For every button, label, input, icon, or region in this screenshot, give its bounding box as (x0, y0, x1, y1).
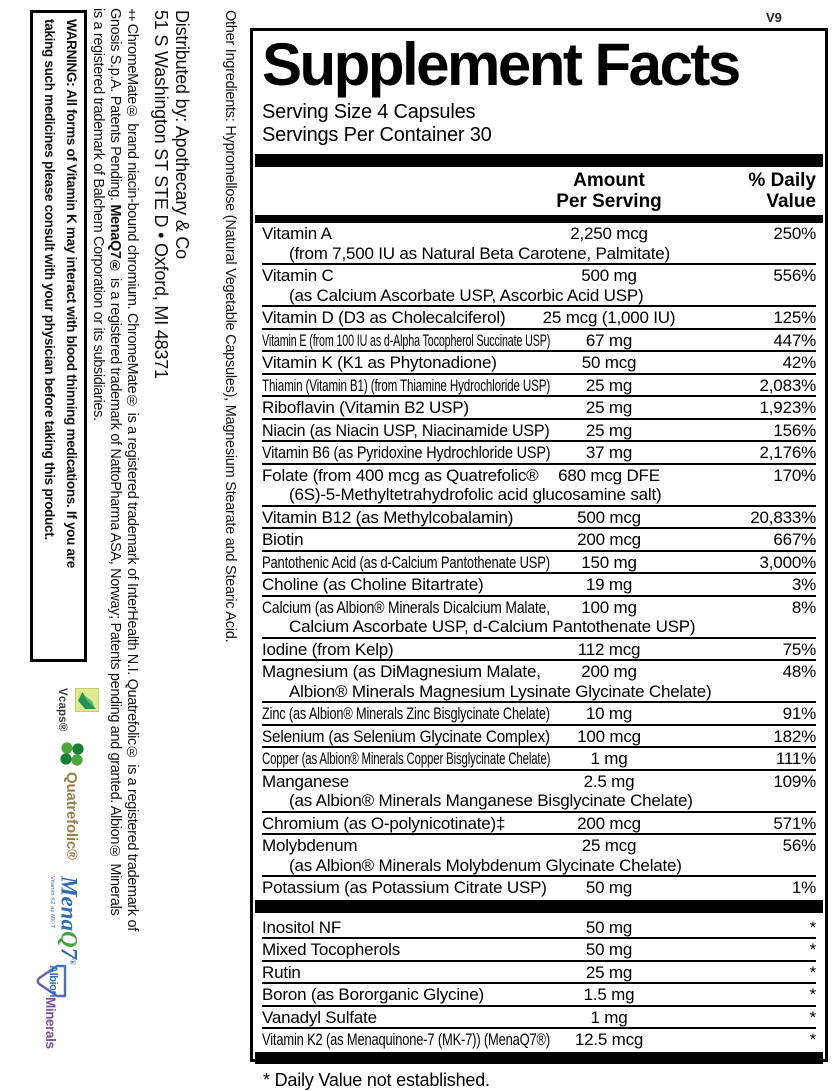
table-row (262, 746, 816, 769)
table-row (262, 328, 816, 351)
row-label (262, 726, 550, 747)
row-amount: 37 mg (585, 443, 633, 462)
row-daily-value: * (809, 962, 816, 982)
row-amount: 1.5 mg (583, 985, 635, 1004)
amount-header-line-1: Amount (573, 170, 645, 191)
clover-icon (59, 741, 85, 767)
table-row (262, 937, 816, 960)
table-row (262, 1005, 816, 1028)
row-amount: 112 mcg (577, 639, 641, 659)
row-name: Vanadyl Sulfate (262, 1007, 377, 1027)
row-amount: 2,250 mcg (570, 224, 648, 243)
row-label (262, 878, 547, 898)
row-daily-value: 109% (773, 771, 816, 791)
row-label (262, 814, 524, 834)
row-daily-value: 56% (782, 836, 816, 855)
row-name: Pantothenic Acid (as d-Calcium Pantothenate USP) (262, 552, 550, 572)
row-amount: 680 mcg DFE (558, 465, 660, 485)
amount-header-line-2: Per Serving (556, 191, 662, 212)
divider-bar-bottom (255, 1052, 823, 1064)
albion-minerals-logo (34, 962, 68, 1072)
divider-bar-header (255, 215, 823, 223)
row-name: Mixed Tocopherols (262, 940, 401, 959)
menaq7-part-mena: Mena (56, 876, 82, 931)
vcaps-label: Vcaps® (56, 688, 68, 732)
row-label (262, 918, 524, 938)
row-daily-value: 75% (782, 639, 816, 659)
row-name: Niacin (as Niacin USP, Niacinamide USP) (262, 420, 550, 440)
row-daily-value: 1,923% (759, 398, 816, 417)
row-name-continuation: (as Calcium Ascorbate USP, Ascorbic Acid USP) (289, 285, 644, 305)
supplement-facts-panel (250, 28, 828, 1090)
row-name: Vitamin A (262, 224, 332, 243)
amount-column-header (524, 170, 694, 212)
trademark-line-2 (106, 8, 123, 1066)
row-daily-value: 667% (773, 530, 816, 549)
row-amount: 25 mcg (581, 836, 637, 855)
row-daily-value: 111% (775, 749, 816, 768)
row-name: Selenium (as Selenium Glycinate Complex) (262, 726, 550, 746)
table-row (262, 637, 816, 660)
trademark-footnote (84, 8, 140, 1066)
row-daily-value: 3,000% (759, 552, 816, 572)
row-daily-value: 91% (782, 704, 816, 723)
row-label (262, 353, 524, 373)
row-label (262, 443, 551, 463)
row-name: Vitamin B12 (as Methylcobalamin) (262, 507, 514, 527)
row-amount: 200 mg (581, 662, 637, 681)
row-amount: 2.5 mg (583, 771, 635, 791)
table-row (262, 395, 816, 418)
row-name: Riboflavin (Vitamin B2 USP) (262, 398, 469, 417)
column-header-spacer (262, 170, 524, 212)
nutrient-rows (262, 223, 816, 898)
row-amount: 100 mcg (577, 726, 641, 746)
row-name: Folate (from 400 mcg as Quatrefolic® (262, 465, 539, 485)
row-label (262, 963, 524, 983)
row-amount: 50 mg (585, 878, 633, 897)
row-daily-value: 3% (791, 575, 816, 594)
row-daily-value: 156% (773, 420, 816, 440)
vcaps-logo (56, 688, 99, 734)
row-daily-value: 125% (773, 308, 816, 327)
distributor-line-1: Distributed by: Apothecary & Co (172, 10, 192, 259)
row-name: Calcium (as Albion® Minerals Dicalcium Malate, (262, 597, 550, 617)
table-row (262, 811, 816, 834)
row-label (262, 330, 551, 351)
row-name-continuation: Albion® Minerals Magnesium Lysinate Glycinate Chelate) (289, 681, 712, 701)
no-dv-rows (262, 917, 816, 1050)
servings-per-container: Servings Per Container 30 (262, 124, 492, 146)
row-name: Copper (as Albion® Minerals Copper Bisglycinate Chelate) (262, 749, 551, 768)
menaq7-tagline: Vitamin K2 as MK-7 (49, 876, 56, 929)
warning-line-1: WARNING: All forms of Vitamin K may interact with blood thinning medications. If you are (64, 19, 79, 568)
row-daily-value: 2,176% (759, 443, 816, 462)
row-amount: 100 mg (581, 597, 637, 617)
trademark-line-3: is a registered trademark of Balchem Corporation or its subsidiaries. (90, 8, 106, 421)
row-label (262, 420, 550, 441)
row-label (262, 308, 524, 328)
row-daily-value: 170% (773, 465, 816, 485)
row-daily-value: 8% (791, 597, 816, 617)
row-name-continuation: (from 7,500 IU as Natural Beta Carotene, Palmitate) (289, 243, 670, 263)
row-amount: 67 mg (585, 330, 633, 350)
panel-title: Supplement Facts (262, 31, 739, 98)
vcaps-icon (75, 688, 99, 712)
menaq7-part-7: 7 (56, 947, 82, 960)
row-name: Manganese (262, 771, 350, 791)
row-daily-value: 447% (773, 330, 816, 350)
row-amount: 50 mg (585, 917, 633, 937)
other-ingredients (214, 10, 240, 710)
row-name: Rutin (262, 962, 301, 982)
table-row (262, 350, 816, 373)
row-amount: 1 mg (590, 1007, 628, 1027)
row-name: Inositol NF (262, 917, 342, 937)
row-name: Iodine (from Kelp) (262, 639, 394, 659)
row-amount: 12.5 mcg (574, 1030, 644, 1049)
row-daily-value: 1% (791, 878, 816, 897)
row-amount: 500 mg (581, 266, 637, 285)
albion-word: Albion (47, 965, 59, 997)
row-amount: 50 mg (585, 940, 633, 959)
row-daily-value: 42% (782, 353, 816, 372)
row-name: Biotin (262, 530, 304, 549)
table-row (262, 418, 816, 441)
table-row (262, 463, 816, 505)
table-row (262, 223, 816, 263)
dv-column-header (694, 170, 816, 212)
row-daily-value: 250% (773, 224, 816, 243)
version-tag: V9 (766, 10, 782, 25)
row-label (262, 375, 551, 396)
row-label (262, 552, 550, 573)
distributor-block (146, 10, 192, 446)
table-row (262, 769, 816, 811)
row-name: Potassium (as Potassium Citrate USP) (262, 878, 547, 897)
distributor-line-2: 51 S Washington ST STE D • Oxford, MI 48371 (151, 10, 171, 379)
row-name: Vitamin E (from 100 IU as d-Alpha Tocopherol Succinate USP) (262, 330, 551, 350)
row-name: Chromium (as O-polynicotinate)‡ (262, 813, 506, 833)
row-amount: 1 mg (590, 749, 628, 768)
row-daily-value: 182% (773, 726, 816, 746)
row-name-continuation: (as Albion® Minerals Molybdenum Glycinate Chelate) (289, 855, 682, 875)
serving-size: Serving Size 4 Capsules (262, 101, 476, 123)
row-name: Vitamin C (262, 266, 334, 285)
row-label (262, 508, 524, 528)
table-row (262, 1027, 816, 1050)
trademark-line-1: ‡ChromeMate® brand niacin-bound chromium. ChromeMate® is a registered trademark of InterHealth N.I. Quatrefolic® is a registered trademark of (124, 8, 140, 931)
divider-bar-mid (255, 900, 823, 913)
row-name: Choline (as Choline Bitartrate) (262, 575, 484, 594)
row-name: Vitamin K2 (as Menaquinone-7 (MK-7)) (MenaQ7®) (262, 1030, 551, 1049)
row-amount: 25 mg (585, 420, 633, 440)
table-row (262, 982, 816, 1005)
menaq7-reg-mark: ® (68, 959, 77, 966)
row-daily-value: * (809, 940, 816, 959)
row-daily-value: 48% (782, 662, 816, 681)
row-label (262, 940, 524, 960)
trademark-line-2-bold: MenaQ7® (107, 204, 123, 275)
dv-header-line-2: Value (766, 191, 816, 212)
row-daily-value: 571% (773, 813, 816, 833)
row-daily-value: * (809, 917, 816, 937)
table-row (262, 373, 816, 396)
minerals-word: Minerals (43, 997, 59, 1049)
table-row (262, 659, 816, 701)
row-amount: 25 mg (585, 375, 633, 395)
table-row (262, 875, 816, 898)
row-amount: 19 mg (585, 575, 633, 594)
menaq7-part-q: Q (56, 930, 82, 948)
table-row (262, 263, 816, 305)
row-label (262, 575, 524, 595)
trademark-line-2-post: is a registered trademark of NattoPharma ASA, Norway; Patents pending and granted. Albion® Minerals (107, 274, 123, 916)
table-row (262, 505, 816, 528)
row-name: Zinc (as Albion® Minerals Zinc Bisglycinate Chelate) (262, 704, 550, 723)
dv-header-line-1: % Daily (748, 170, 816, 191)
table-row (262, 572, 816, 595)
quatrefolic-logo (59, 741, 85, 881)
table-row (262, 833, 816, 875)
warning-box (30, 10, 87, 662)
row-amount: 25 mg (585, 962, 633, 982)
menaq7-wordmark (56, 876, 84, 966)
row-daily-value: * (809, 1007, 816, 1027)
row-amount: 500 mcg (577, 507, 641, 527)
table-row (262, 440, 816, 463)
divider-bar-thick-top (255, 154, 823, 167)
row-daily-value: 556% (773, 266, 816, 285)
albion-shield-icon (34, 962, 68, 1000)
row-name: Vitamin K (K1 as Phytonadione) (262, 353, 497, 372)
table-row (262, 701, 816, 724)
table-row (262, 527, 816, 550)
row-daily-value: * (809, 1030, 816, 1049)
column-header-row (262, 167, 816, 215)
row-daily-value: 20,833% (750, 507, 816, 527)
row-amount: 50 mcg (581, 353, 637, 372)
row-label (262, 985, 524, 1005)
dv-footnote: * Daily Value not established. (263, 1069, 490, 1090)
row-label (262, 1008, 524, 1028)
row-name-continuation: Calcium Ascorbate USP, d-Calcium Pantothenate USP) (289, 617, 696, 636)
row-name: Thiamin (Vitamin B1) (from Thiamine Hydrochloride USP) (262, 375, 551, 395)
row-name: Magnesium (as DiMagnesium Malate, (262, 662, 541, 681)
row-amount: 10 mg (585, 704, 633, 723)
table-row (262, 724, 816, 747)
row-label (262, 640, 524, 660)
row-amount: 200 mcg (577, 813, 641, 833)
warning-line-2: taking such medicines please consult with your physician before taking this product. (42, 19, 57, 540)
row-name: Molybdenum (262, 836, 358, 855)
row-name-continuation: (6S)-5-Methyltetrahydrofolic acid glucosamine salt) (289, 485, 662, 504)
row-amount: 25 mcg (1,000 IU) (542, 308, 676, 327)
table-row (262, 550, 816, 573)
row-daily-value: 2,083% (759, 375, 816, 395)
row-name-continuation: (as Albion® Minerals Manganese Bisglycinate Chelate) (289, 791, 693, 810)
table-row (262, 595, 816, 637)
row-name: Vitamin D (D3 as Cholecalciferol) (262, 308, 506, 327)
row-label (262, 398, 524, 418)
row-amount: 150 mg (581, 552, 637, 572)
table-row (262, 305, 816, 328)
row-name: Vitamin B6 (as Pyridoxine Hydrochloride USP) (262, 443, 551, 462)
table-row (262, 917, 816, 938)
serving-info (262, 101, 816, 147)
row-name: Boron (as Bororganic Glycine) (262, 985, 484, 1004)
row-label (262, 749, 551, 769)
row-label (262, 1030, 551, 1050)
row-amount: 25 mg (585, 398, 633, 417)
table-row (262, 960, 816, 983)
row-amount: 200 mcg (577, 530, 641, 549)
row-label (262, 530, 524, 550)
row-daily-value: * (809, 985, 816, 1004)
trademark-line-2-pre: Gnosis S.p.A. Patents Pending. (107, 8, 123, 205)
menaq7-logo (49, 876, 84, 966)
quatrefolic-label: Quatrefolic® (63, 772, 81, 860)
row-label (262, 704, 550, 724)
other-ingredients-line: Other Ingredients: Hypromellose (Natural Vegetable Capsules), Magnesium Stearate and Stearic Acid. (222, 10, 238, 643)
